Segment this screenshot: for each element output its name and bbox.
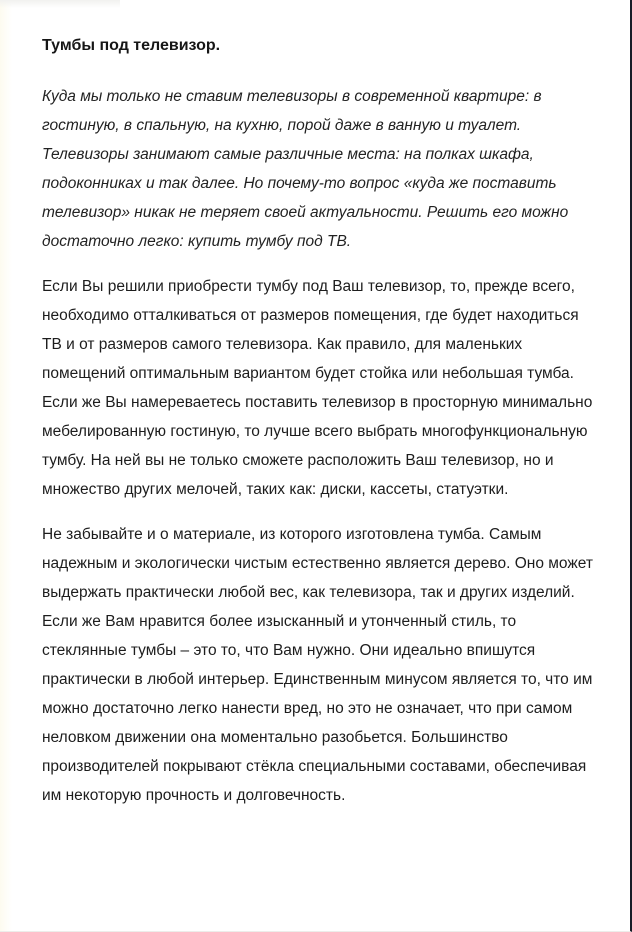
paragraph-body-2: Не забывайте и о материале, из которого изготовлена тумба. Самым надежным и экологически чистым естественно является дерево. Оно может выдержать практически любой вес, как телевизора, так и других изделий. Если же Вам нравится более изысканный и утонченный стиль, то стеклянные тумбы – это то, что Вам нужно. Они идеально впишутся практически в любой интерьер. Единственным минусом является то, что им можно достаточно легко нанести вред, но это не означает, что при самом неловком движении она моментально разобьется. Большинство производителей покрывают стёкла специальными составами, обеспечивая им некоторую прочность и долговечность.: [42, 526, 593, 804]
paragraph-body-1: Если Вы решили приобрести тумбу под Ваш телевизор, то, прежде всего, необходимо отталкиваться от размеров помещения, где будет находиться ТВ и от размеров самого телевизора. Как правило, для маленьких помещений оптимальным вариантом будет стойка или небольшая тумба. Если же Вы намереваетесь поставить телевизор в просторную минимально мебелированную гостиную, то лучше всего выбрать многофункциональную тумбу. На ней вы не только сможете расположить Ваш телевизор, но и множество других мелочей, таких как: диски, кассеты, статуэтки.: [42, 278, 593, 498]
paragraph-intro: Куда мы только не ставим телевизоры в современной квартире: в гостиную, в спальную, на кухню, порой даже в ванную и туалет. Телевизоры занимают самые различные места: на полках шкафа, подоконниках и так далее. Но почему-то вопрос «куда же поставить телевизор» никак не теряет своей актуальности. Решить его можно достаточно легко: купить тумбу под ТВ.: [42, 88, 569, 250]
document-title: Тумбы под телевизор.: [42, 37, 221, 54]
